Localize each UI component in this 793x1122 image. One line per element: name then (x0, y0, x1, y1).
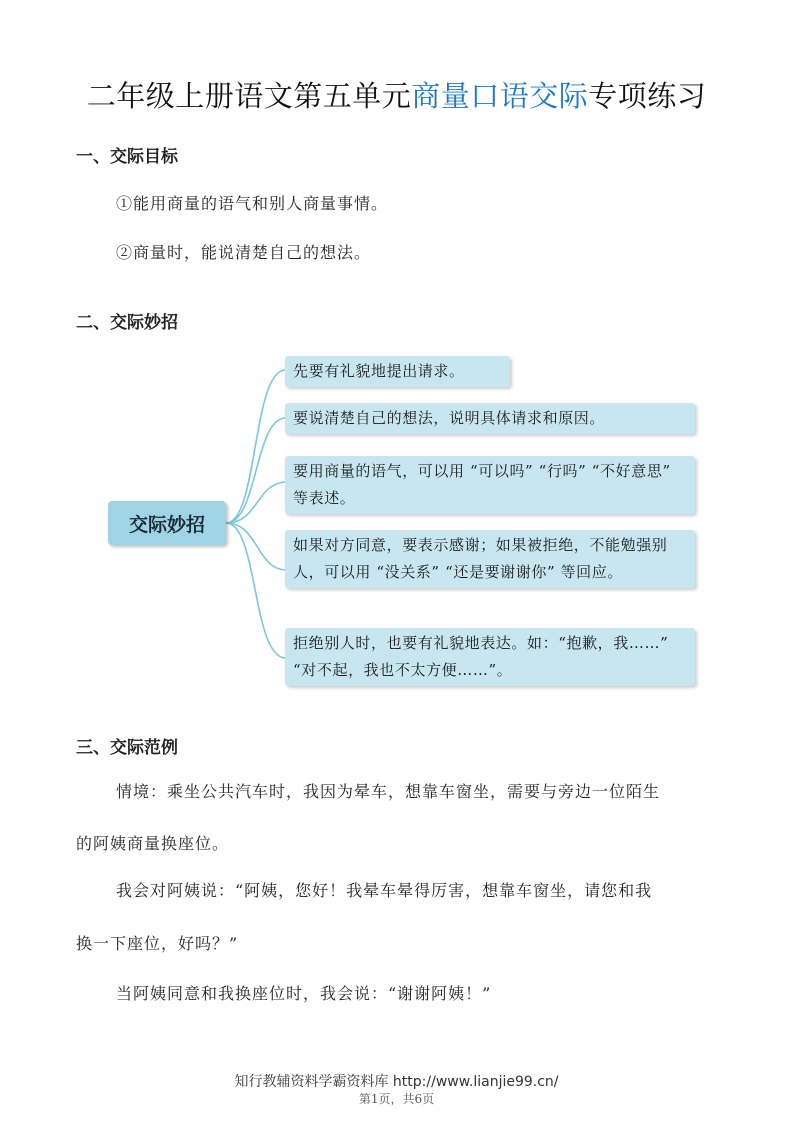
tip-box-5: 拒绝别人时，也要有礼貌地表达。如：“抱歉，我……” “对不起，我也不太方便……”。 (285, 628, 695, 686)
title-highlight: 商量口语交际 (411, 79, 589, 113)
tip-box-2: 要说清楚自己的想法，说明具体请求和原因。 (285, 403, 695, 434)
goal-item-2: ②商量时，能说清楚自己的想法。 (116, 243, 372, 262)
connector-4 (226, 523, 285, 570)
tip-box-4: 如果对方同意，要表示感谢；如果被拒绝，不能勉强别人，可以用 “没关系” “还是要谢谢你” 等回应。 (285, 530, 695, 588)
connector-2 (226, 418, 285, 523)
tip-box-3: 要用商量的语气，可以用 “可以吗” “行吗” “不好意思” 等表述。 (285, 456, 695, 514)
section3-heading: 三、交际范例 (76, 738, 178, 758)
title-prefix: 二年级上册语文第五单元 (86, 79, 412, 113)
tip-box-1: 先要有礼貌地提出请求。 (285, 356, 510, 387)
situation-line-1: 情境：乘坐公共汽车时，我因为晕车，想靠车窗坐，需要与旁边一位陌生 (116, 782, 661, 801)
mindmap-center: 交际妙招 (108, 501, 226, 545)
section2-heading: 二、交际妙招 (76, 313, 178, 333)
speech-line-1: 我会对阿姨说：“阿姨，您好！我晕车晕得厉害，想靠车窗坐，请您和我 (116, 881, 653, 900)
footer-watermark: 知行教辅资料学霸资料库 http://www.lianjie99.cn/ (234, 1074, 559, 1090)
title-suffix: 专项练习 (588, 79, 707, 113)
situation-line-2: 的阿姨商量换座位。 (76, 834, 230, 853)
connector-1 (226, 370, 285, 523)
section1-heading: 一、交际目标 (76, 147, 178, 167)
goal-item-1: ①能用商量的语气和别人商量事情。 (116, 194, 389, 213)
page-number: 第1页，共6页 (358, 1092, 435, 1106)
connector-3 (226, 482, 285, 523)
speech-line-2: 换一下座位，好吗？” (76, 934, 239, 953)
thanks-line: 当阿姨同意和我换座位时，我会说：“谢谢阿姨！” (116, 984, 492, 1003)
